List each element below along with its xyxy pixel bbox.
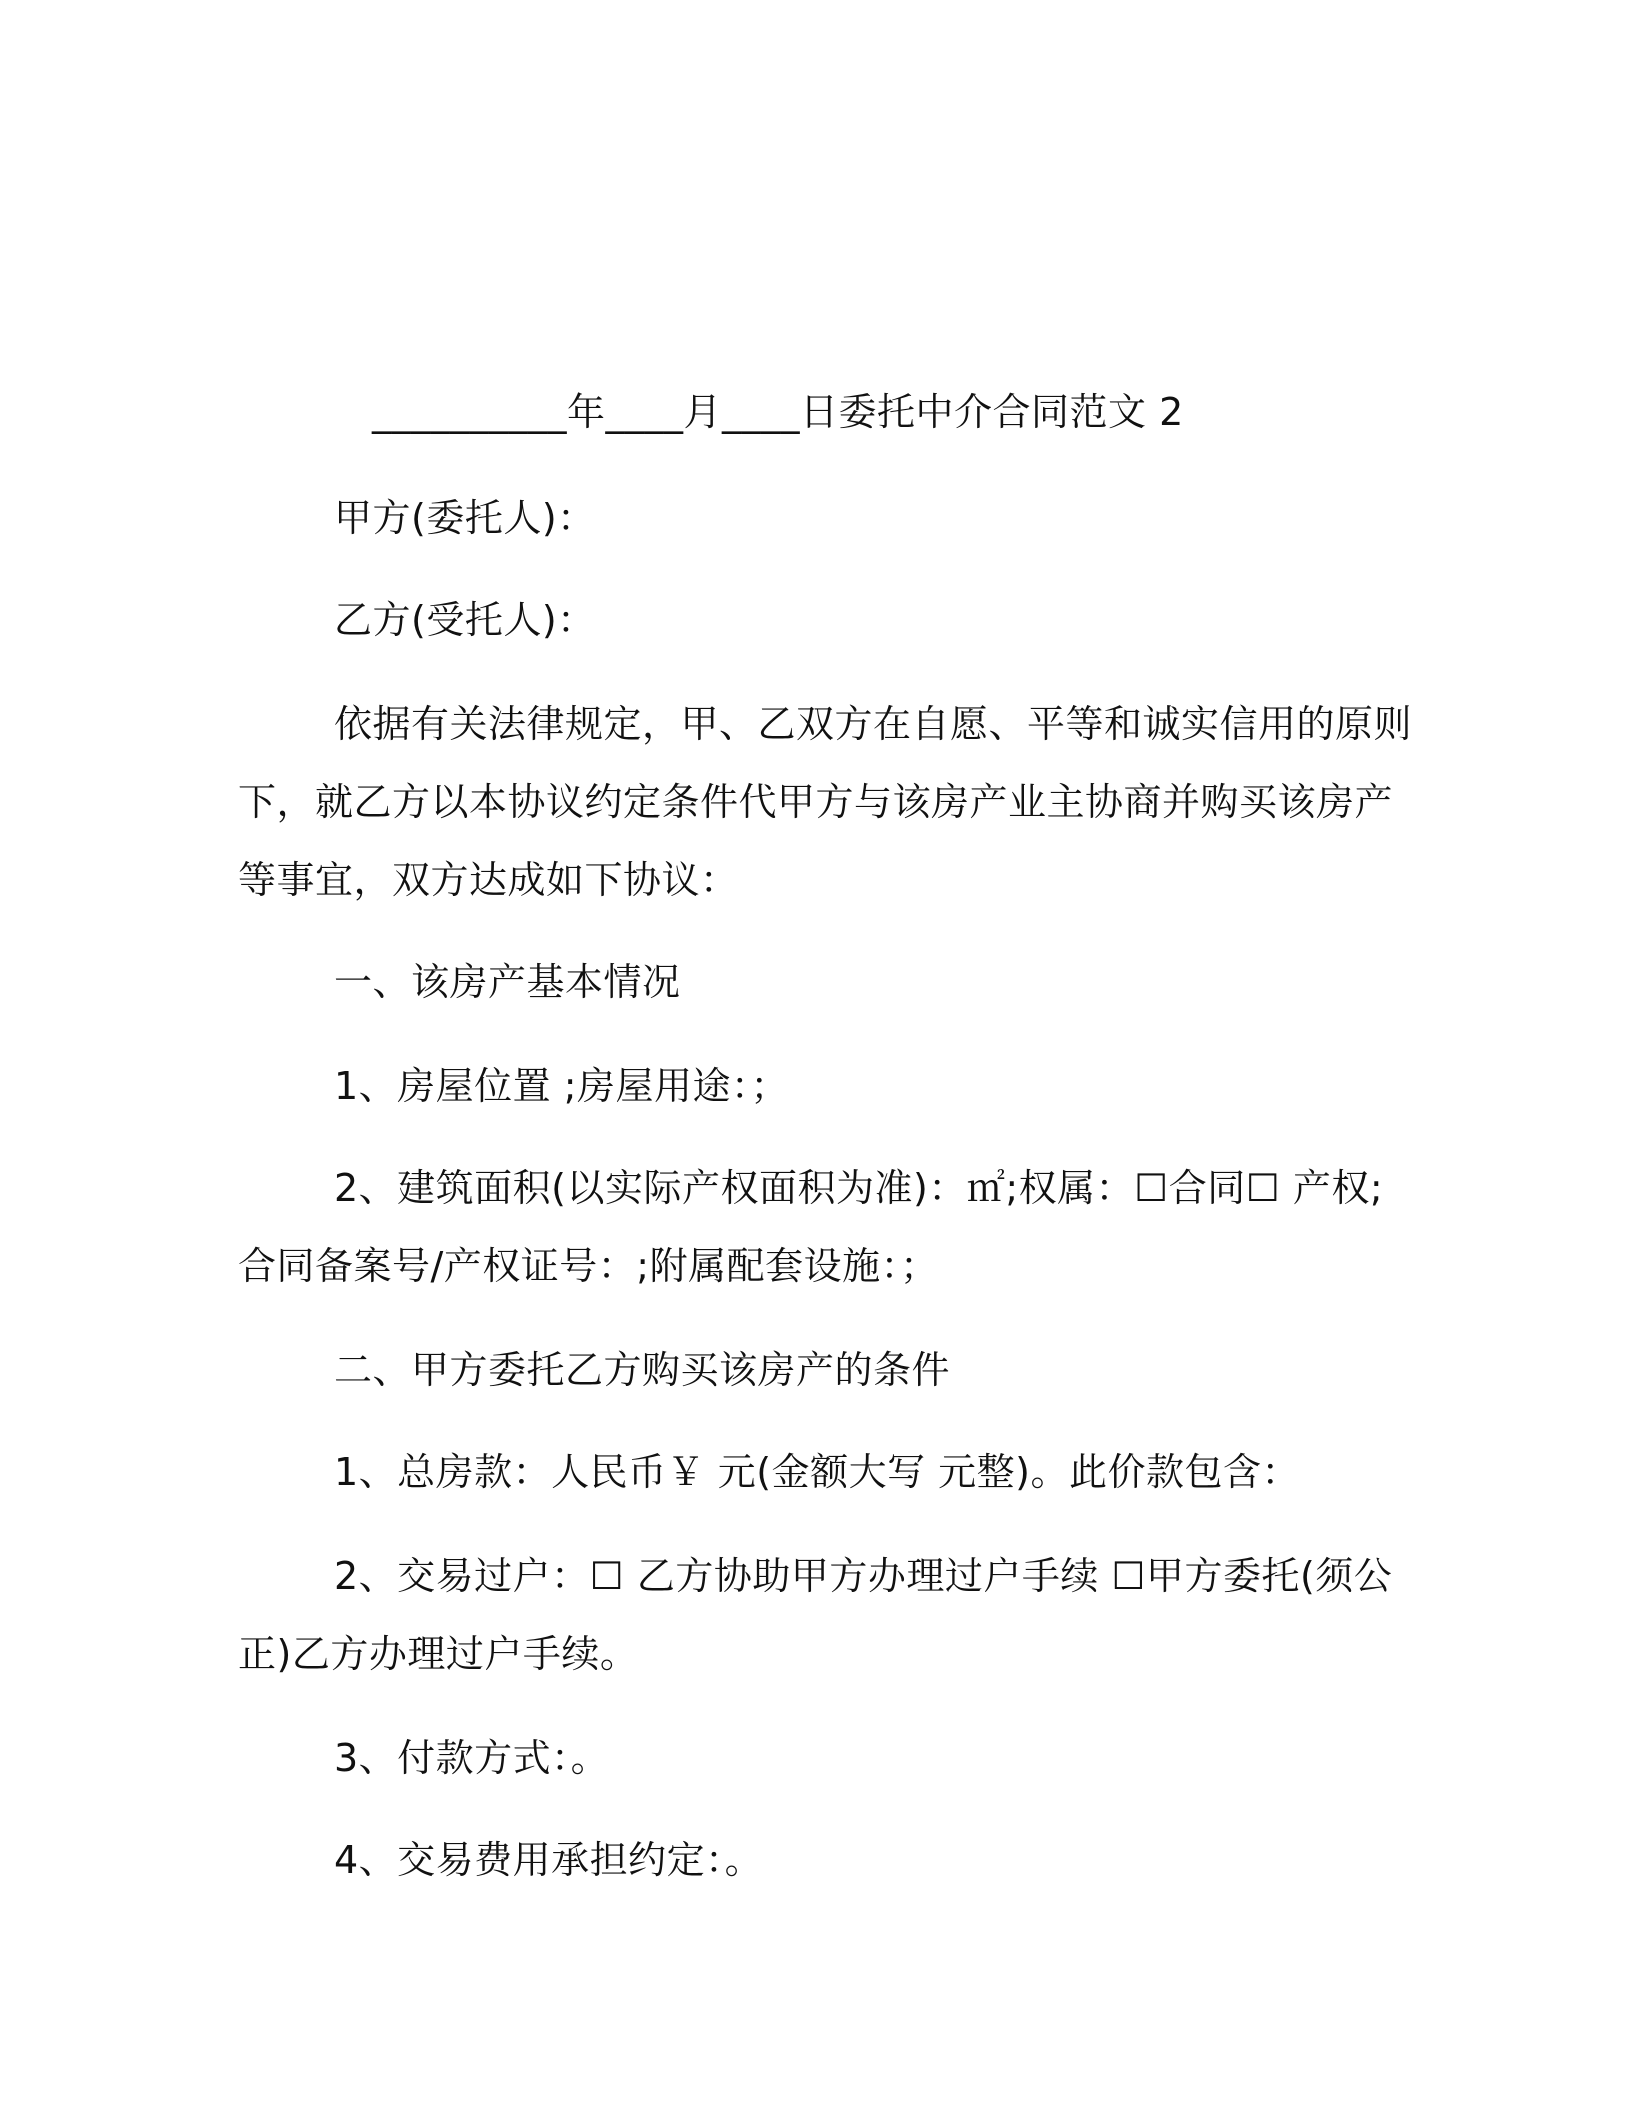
section-1-heading: 一、该房产基本情况 <box>334 960 681 1004</box>
section-2-item-4: 4、交易费用承担约定：。 <box>334 1838 764 1882</box>
section-2-item-2-line: 正)乙方办理过户手续。 <box>238 1632 639 1676</box>
section-1-item-2-line: 2、建筑面积(以实际产权面积为准)：㎡;权属：☐合同☐ 产权; <box>334 1166 1384 1210</box>
document-title: __________年____月____日委托中介合同范文 2 <box>372 390 1184 434</box>
intro-paragraph-line: 等事宜，双方达成如下协议： <box>238 858 739 902</box>
party-a-label: 甲方(委托人)： <box>334 496 596 540</box>
section-2-heading: 二、甲方委托乙方购买该房产的条件 <box>334 1348 951 1392</box>
party-b-label: 乙方(受托人)： <box>334 598 596 642</box>
section-2-item-1: 1、总房款：人民币￥ 元(金额大写 元整)。此价款包含： <box>334 1450 1300 1494</box>
section-2-item-3: 3、付款方式：。 <box>334 1736 610 1780</box>
intro-paragraph-line: 依据有关法律规定，甲、乙双方在自愿、平等和诚实信用的原则 <box>334 702 1413 746</box>
section-1-item-2-line: 合同备案号/产权证号：;附属配套设施：； <box>238 1244 939 1288</box>
section-1-item-1: 1、房屋位置 ;房屋用途：； <box>334 1064 790 1108</box>
section-2-item-2-line: 2、交易过户：☐ 乙方协助甲方办理过户手续 ☐甲方委托(须公 <box>334 1554 1393 1598</box>
intro-paragraph-line: 下，就乙方以本协议约定条件代甲方与该房产业主协商并购买该房产 <box>238 780 1394 824</box>
